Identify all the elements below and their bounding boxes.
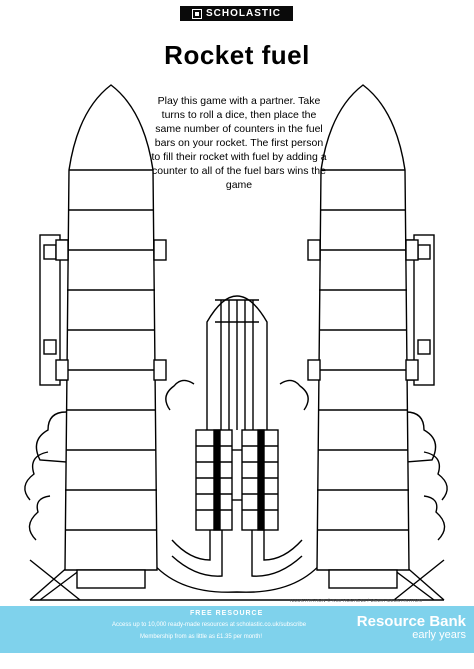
footer-membership-text: Membership from as little as £1.35 per month! [140, 634, 263, 640]
footer-tag: FREE RESOURCE [190, 610, 264, 617]
brand-name: Resource Bank [356, 613, 466, 630]
footer-banner [0, 604, 474, 669]
page-title: Rocket fuel [164, 40, 310, 70]
footer-access-text: Access up to 10,000 ready-made resources at scholastic.co.uk/subscribe [112, 622, 307, 628]
instructions-text: Play this game with a partner. Take turns to roll a dice, then place the same number of counters in the fuel bars on your rocket. The first person to fill their rocket with fuel by adding a counter to all of the fuel bars wins the game [151, 95, 327, 191]
fuel-pipes [150, 530, 324, 592]
resource-bank-logo [357, 614, 466, 641]
illustration-credit: ILLUSTRATION © KIM ROCHELL / DELIA ILLUSTRATION [290, 598, 422, 603]
central-capsule [207, 296, 267, 430]
brand-subtitle: early years [412, 629, 466, 641]
footer-band [0, 606, 474, 653]
logo-text: SCHOLASTIC [206, 8, 281, 19]
engine-block [196, 430, 278, 530]
